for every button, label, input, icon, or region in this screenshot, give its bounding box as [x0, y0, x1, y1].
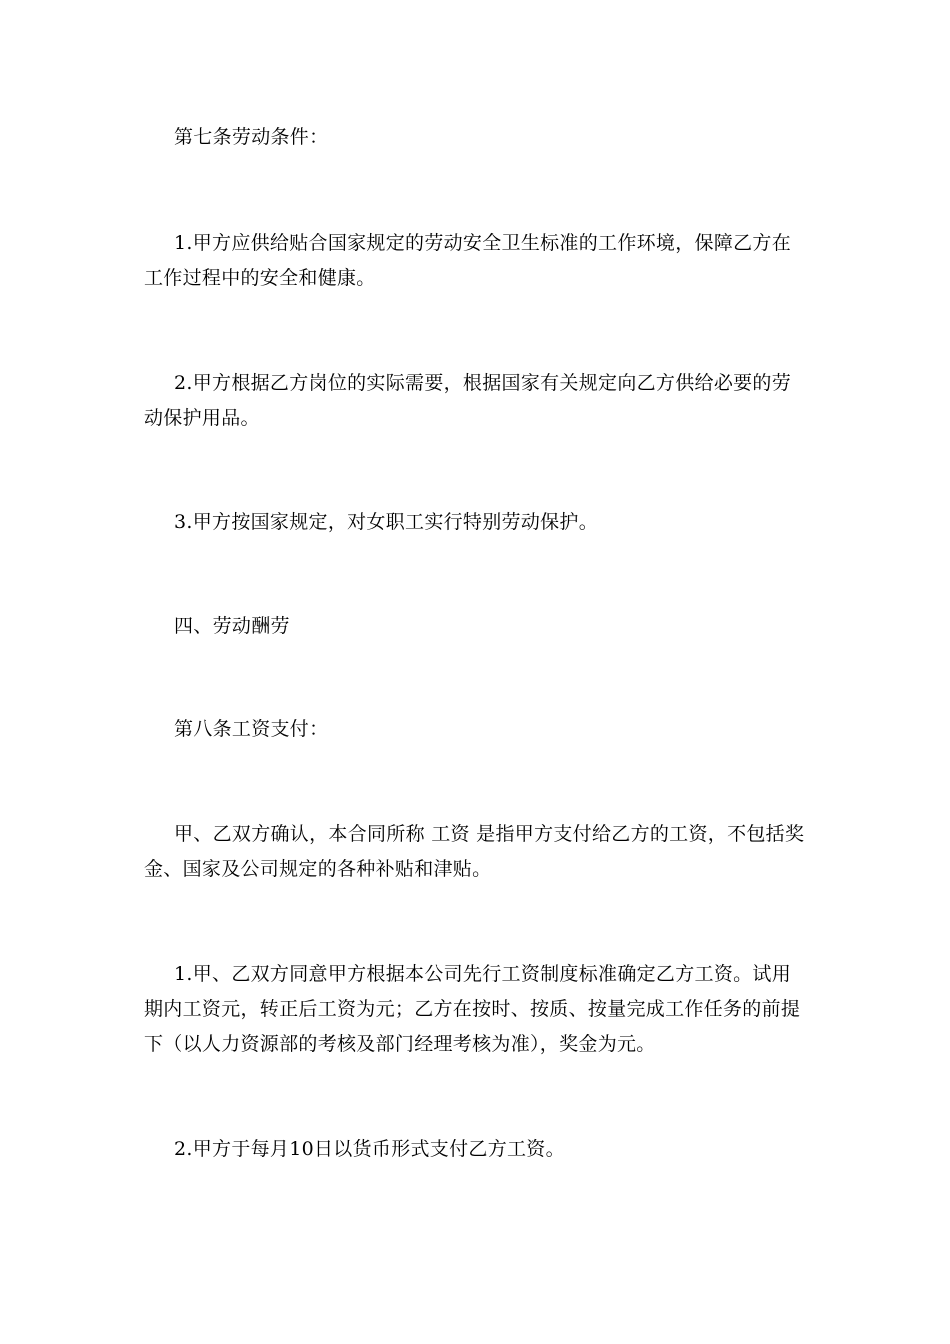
article-7-clause-2: 2.甲方根据乙方岗位的实际需要，根据国家有关规定向乙方供给必要的劳动保护用品。: [144, 372, 792, 429]
article-8-heading: 第八条工资支付：: [174, 718, 329, 740]
article-8-clause-1: 1.甲、乙双方同意甲方根据本公司先行工资制度标准确定乙方工资。试用期内工资元，转正后工资为元；乙方在按时、按质、按量完成工作任务的前提下（以人力资源部的考核及部门经理考核为准），奖金为元。: [144, 963, 801, 1055]
article-7-clause-3: 3.甲方按国家规定，对女职工实行特别劳动保护。: [174, 511, 599, 533]
article-8-intro: 甲、乙双方确认，本合同所称 工资 是指甲方支付给乙方的工资，不包括奖金、国家及公司规定的各种补贴和津贴。: [144, 823, 805, 880]
article-7-clause-1: 1.甲方应供给贴合国家规定的劳动安全卫生标准的工作环境，保障乙方在工作过程中的安全和健康。: [144, 232, 792, 289]
article-7-heading: 第七条劳动条件：: [174, 126, 329, 148]
section-4-heading: 四、劳动酬劳: [174, 615, 290, 637]
article-8-clause-2: 2.甲方于每月10日以货币形式支付乙方工资。: [174, 1138, 565, 1160]
